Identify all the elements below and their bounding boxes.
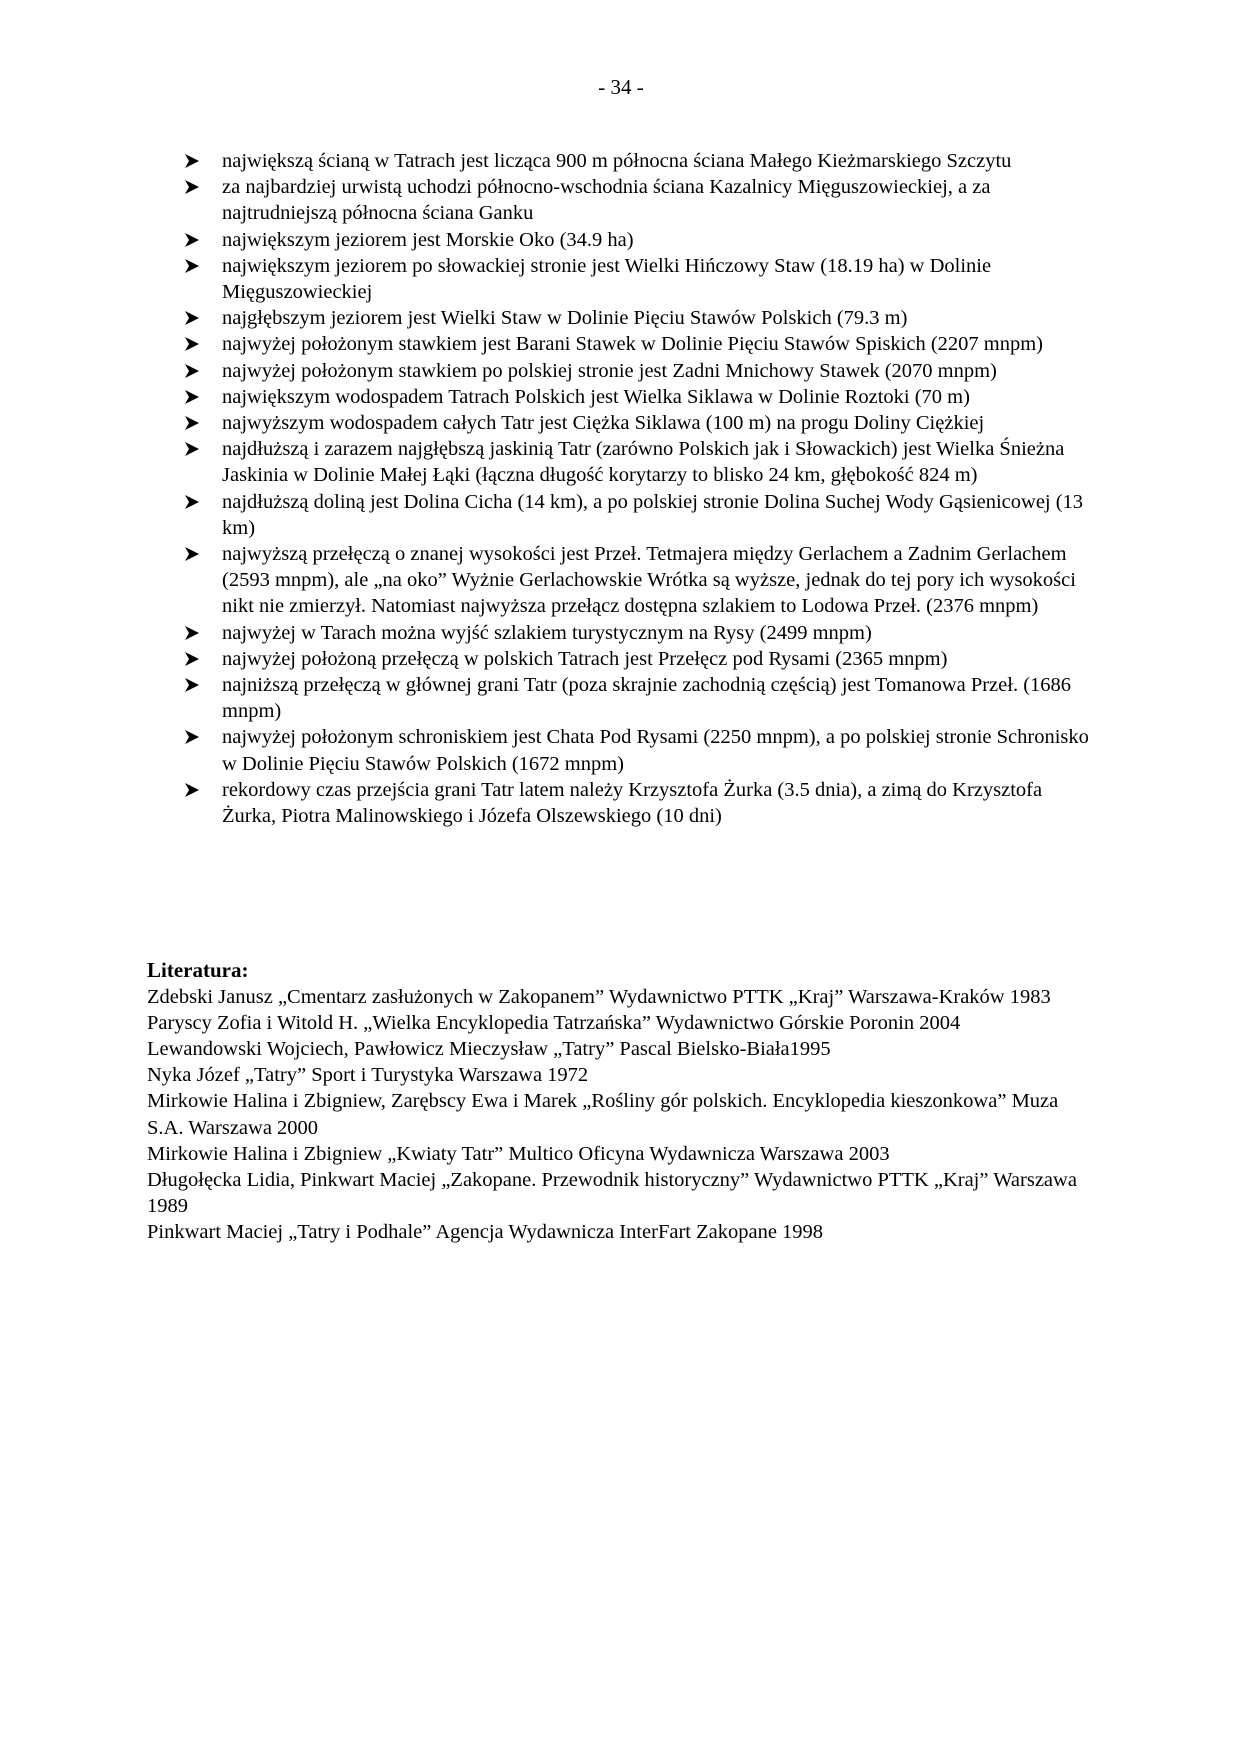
list-item: najwyżej położoną przełęczą w polskich Tatrach jest Przełęcz pod Rysami (2365 mnpm) — [184, 646, 1094, 672]
list-item: najwyżej w Tarach można wyjść szlakiem turystycznym na Rysy (2499 mnpm) — [184, 620, 1094, 646]
list-item: najwyżej położonym stawkiem jest Barani Stawek w Dolinie Pięciu Stawów Spiskich (2207 mnpm) — [184, 331, 1094, 357]
bibliography-entry: Mirkowie Halina i Zbigniew „Kwiaty Tatr” Multico Oficyna Wydawnicza Warszawa 2003 — [147, 1142, 890, 1165]
list-item: największym jeziorem jest Morskie Oko (34.9 ha) — [184, 227, 1094, 253]
arrowhead-bullet-icon — [184, 625, 200, 641]
arrowhead-bullet-icon — [184, 782, 200, 798]
arrowhead-bullet-icon — [184, 363, 200, 379]
list-item: najniższą przełęczą w głównej grani Tatr (poza skrajnie zachodnią częścią) jest Tomanowa Przeł. (1686 mnpm) — [184, 672, 1094, 724]
bibliography-entry: Pinkwart Maciej „Tatry i Podhale” Agencja Wydawnicza InterFart Zakopane 1998 — [147, 1221, 824, 1244]
list-item: najwyższym wodospadem całych Tatr jest Ciężka Siklawa (100 m) na progu Doliny Ciężkiej — [184, 410, 1094, 436]
arrowhead-bullet-icon — [184, 336, 200, 352]
arrowhead-bullet-icon — [184, 729, 200, 745]
arrowhead-bullet-icon — [184, 415, 200, 431]
arrowhead-bullet-icon — [184, 546, 200, 562]
literature-section — [147, 957, 1097, 1246]
page-number: - 34 - — [598, 75, 644, 99]
list-item: najwyżej położonym stawkiem po polskiej stronie jest Zadni Mnichowy Stawek (2070 mnpm) — [184, 358, 1094, 384]
list-item: za najbardziej urwistą uchodzi północno-wschodnia ściana Kazalnicy Mięguszowieckiej, a za najtrudniejszą północna ściana Ganku — [184, 174, 1094, 226]
arrowhead-bullet-icon — [184, 258, 200, 274]
list-item: najdłuższą i zarazem najgłębszą jaskinią Tatr (zarówno Polskich jak i Słowackich) jest Wielka Śnieżna Jaskinia w Dolinie Małej Łąki (łączna długość korytarzy to blisko 24 km, głębokość 824 m) — [184, 436, 1094, 488]
arrowhead-bullet-icon — [184, 153, 200, 169]
bibliography-list — [147, 984, 1097, 1246]
list-item: największą ścianą w Tatrach jest licząca 900 m północna ściana Małego Kieżmarskiego Szczytu — [184, 148, 1094, 174]
tatra-records-list — [184, 148, 1094, 829]
list-item: najwyżej położonym schroniskiem jest Chata Pod Rysami (2250 mnpm), a po polskiej stronie Schronisko w Dolinie Pięciu Stawów Polskich (1672 mnpm) — [184, 724, 1094, 776]
bibliography-entry: Lewandowski Wojciech, Pawłowicz Mieczysław „Tatry” Pascal Bielsko-Biała1995 — [147, 1037, 831, 1060]
bibliography-entry: Paryscy Zofia i Witold H. „Wielka Encyklopedia Tatrzańska” Wydawnictwo Górskie Poronin 2004 — [147, 1011, 961, 1034]
list-item: najgłębszym jeziorem jest Wielki Staw w Dolinie Pięciu Stawów Polskich (79.3 m) — [184, 305, 1094, 331]
list-item: rekordowy czas przejścia grani Tatr latem należy Krzysztofa Żurka (3.5 dnia), a zimą do Krzysztofa Żurka, Piotra Malinowskiego i Józefa Olszewskiego (10 dni) — [184, 777, 1094, 829]
bibliography-entry: Zdebski Janusz „Cmentarz zasłużonych w Zakopanem” Wydawnictwo PTTK „Kraj” Warszawa-Kraków 1983 — [147, 985, 1051, 1008]
arrowhead-bullet-icon — [184, 441, 200, 457]
bibliography-entry: Mirkowie Halina i Zbigniew, Zarębscy Ewa i Marek „Rośliny gór polskich. Encyklopedia kieszonkowa” Muza S.A. Warszawa 2000 — [147, 1090, 1059, 1139]
arrowhead-bullet-icon — [184, 651, 200, 667]
list-item: największym wodospadem Tatrach Polskich jest Wielka Siklawa w Dolinie Roztoki (70 m) — [184, 384, 1094, 410]
arrowhead-bullet-icon — [184, 389, 200, 405]
arrowhead-bullet-icon — [184, 310, 200, 326]
literature-heading: Literatura: — [147, 958, 249, 982]
bibliography-entry: Nyka Józef „Tatry” Sport i Turystyka Warszawa 1972 — [147, 1064, 589, 1087]
list-item: najwyższą przełęczą o znanej wysokości jest Przeł. Tetmajera między Gerlachem a Zadnim Gerlachem (2593 mnpm), ale „na oko” Wyżnie Gerlachowskie Wrótka są wyższe, jednak do tej pory ich wysokości nikt nie zmierzył. Natomiast najwyższa przełącz dostępna szlakiem to Lodowa Przeł. (2376 mnpm) — [184, 541, 1094, 620]
arrowhead-bullet-icon — [184, 232, 200, 248]
arrowhead-bullet-icon — [184, 179, 200, 195]
list-item: najdłuższą doliną jest Dolina Cicha (14 km), a po polskiej stronie Dolina Suchej Wody Gąsienicowej (13 km) — [184, 489, 1094, 541]
arrowhead-bullet-icon — [184, 677, 200, 693]
bibliography-entry: Długołęcka Lidia, Pinkwart Maciej „Zakopane. Przewodnik historyczny” Wydawnictwo PTTK „Kraj” Warszawa 1989 — [147, 1168, 1077, 1218]
list-item: największym jeziorem po słowackiej stronie jest Wielki Hińczowy Staw (18.19 ha) w Dolinie Mięguszowieckiej — [184, 253, 1094, 305]
arrowhead-bullet-icon — [184, 494, 200, 510]
